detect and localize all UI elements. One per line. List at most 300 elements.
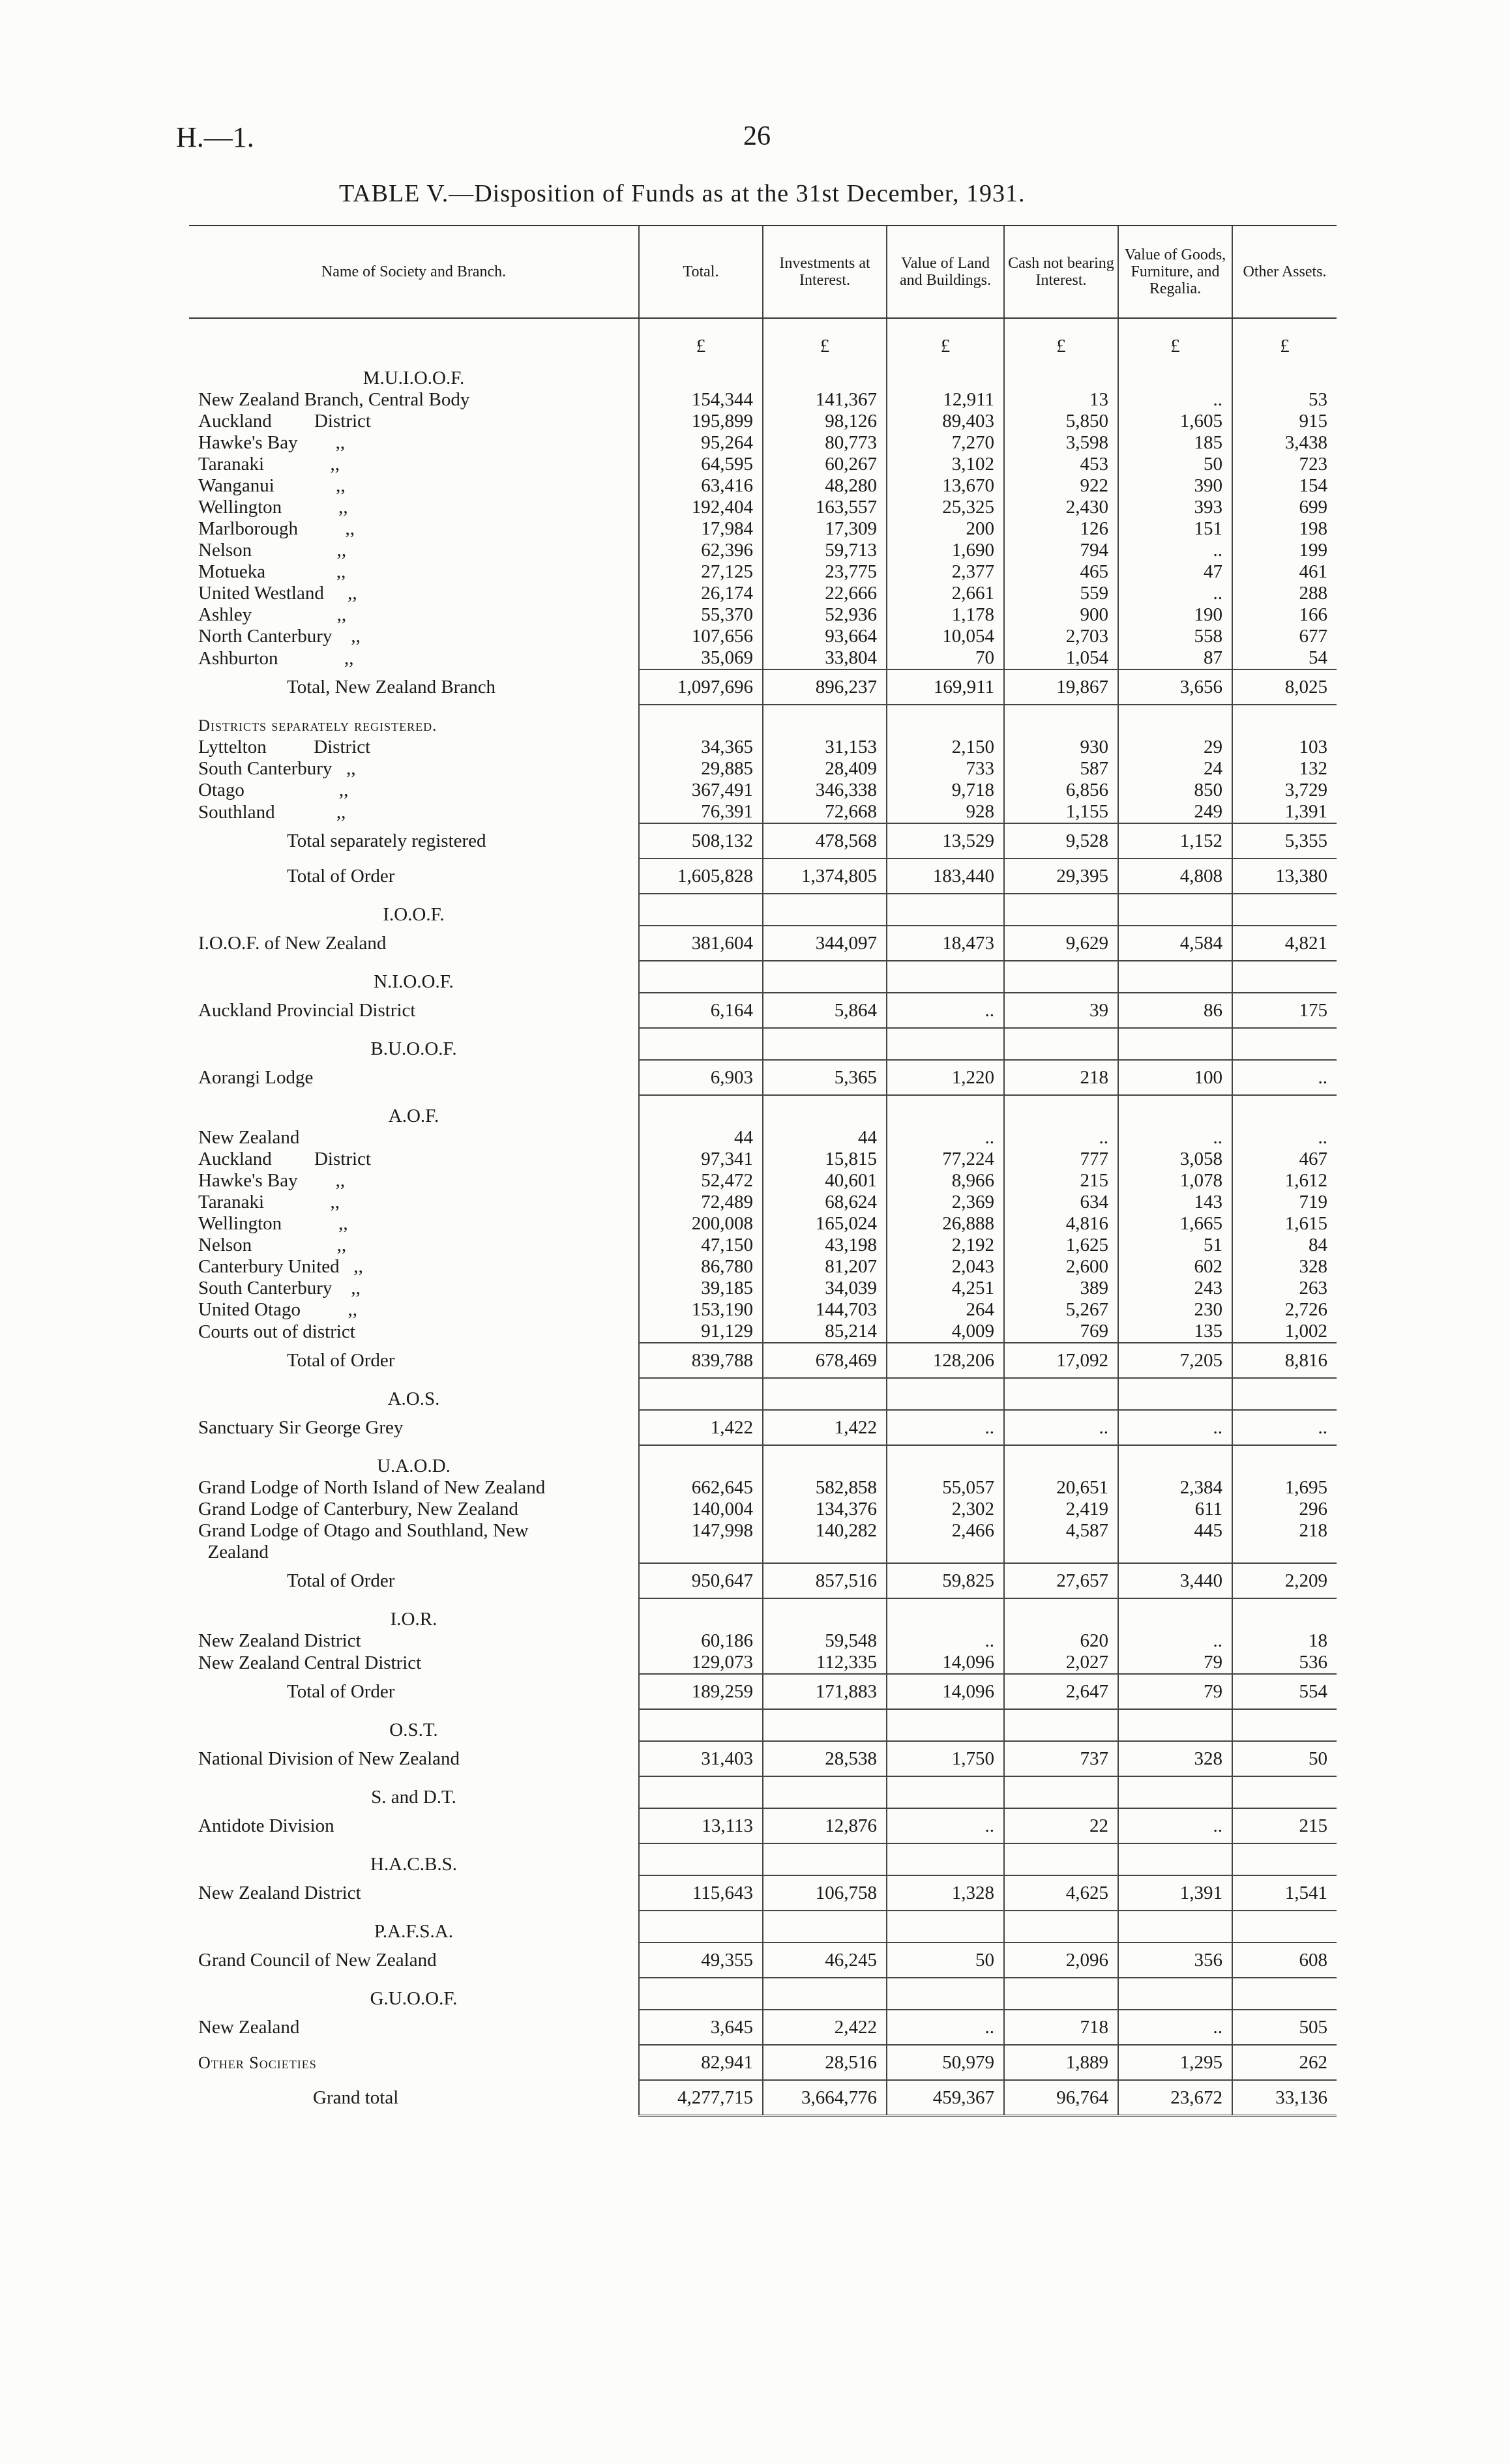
empty-cell [639,1598,763,1630]
empty-cell [1232,961,1337,993]
value-cell: 98,126 [763,411,887,432]
column-header-row [189,226,1337,318]
value-cell: 465 [1004,561,1118,583]
society-heading: H.A.C.B.S. [370,1854,457,1875]
value-cell: 4,584 [1118,926,1232,961]
value-cell: 14,096 [887,1674,1004,1709]
empty-cell [1004,1709,1118,1741]
value-cell: 12,876 [763,1808,887,1843]
value-cell: 677 [1232,626,1337,647]
branch-name: Total of Order [287,1570,395,1591]
unit-row [189,318,1337,357]
value-cell: 143 [1118,1192,1232,1213]
page-number: 26 [743,121,771,151]
value-cell: 107,656 [639,626,763,647]
society-heading: M.U.I.O.O.F. [363,368,465,389]
value-cell: 48,280 [763,475,887,497]
total-row [189,926,1337,961]
branch-name: National Division of New Zealand [198,1748,460,1769]
value-cell: 70 [887,647,1004,669]
value-cell: 154,344 [639,389,763,411]
value-cell: 79 [1118,1674,1232,1709]
value-cell: .. [1118,1808,1232,1843]
value-cell: 587 [1004,758,1118,780]
total-row [189,1410,1337,1445]
value-cell: 467 [1232,1149,1337,1170]
value-cell: 126 [1004,518,1118,540]
table-row [189,780,1337,801]
value-cell: 393 [1118,497,1232,518]
table-row [189,561,1337,583]
value-cell: 26,174 [639,583,763,604]
empty-cell [639,1378,763,1410]
branch-name: Marlborough ,, [198,518,355,539]
value-cell [763,1542,887,1563]
value-cell: 2,703 [1004,626,1118,647]
value-cell: 1,152 [1118,823,1232,858]
funds-table [189,225,1337,2117]
value-cell: 140,004 [639,1499,763,1520]
value-cell: 86 [1118,993,1232,1028]
value-cell: 13,113 [639,1808,763,1843]
value-cell: 1,374,805 [763,858,887,894]
value-cell: 79 [1118,1652,1232,1674]
value-cell: 144,703 [763,1299,887,1321]
value-cell: 13 [1004,389,1118,411]
value-cell: 23,775 [763,561,887,583]
value-cell: 1,422 [763,1410,887,1445]
total-row [189,669,1337,705]
empty-cell [1118,1445,1232,1477]
value-cell: 218 [1232,1520,1337,1542]
value-cell: 106,758 [763,1875,887,1911]
value-cell: 151 [1118,518,1232,540]
table-row [189,1499,1337,1520]
value-cell: 24 [1118,758,1232,780]
column-header-other-assets: Other Assets. [1232,226,1337,318]
branch-name: Taranaki ,, [198,1192,340,1212]
branch-name: Total of Order [287,1349,395,1371]
value-cell: 1,078 [1118,1170,1232,1192]
table-row [189,411,1337,432]
value-cell: 28,516 [763,2045,887,2080]
value-cell: 31,403 [639,1741,763,1776]
value-cell: 12,911 [887,389,1004,411]
value-cell: 51 [1118,1235,1232,1256]
empty-cell [1004,1978,1118,2010]
table-row [189,1542,1337,1563]
value-cell: 6,856 [1004,780,1118,801]
value-cell: .. [1118,1410,1232,1445]
table-row [189,1520,1337,1542]
value-cell: 140,282 [763,1520,887,1542]
total-row [189,1343,1337,1378]
society-heading-row [189,705,1337,737]
value-cell: .. [1232,1410,1337,1445]
empty-cell [1232,1709,1337,1741]
society-heading-row [189,1776,1337,1808]
value-cell: 46,245 [763,1943,887,1978]
society-heading: N.I.O.O.F. [374,971,454,992]
table-row [189,454,1337,475]
value-cell: 2,209 [1232,1563,1337,1598]
table-row [189,497,1337,518]
value-cell: 737 [1004,1741,1118,1776]
value-cell: 536 [1232,1652,1337,1674]
value-cell: 15,815 [763,1149,887,1170]
society-heading: U.A.O.D. [377,1456,451,1476]
value-cell: .. [1118,1630,1232,1652]
society-heading-row [189,1911,1337,1943]
value-cell [1118,1542,1232,1563]
unit-cell: £ [887,318,1004,357]
society-heading: Districts separately registered. [198,717,437,735]
empty-cell [887,1843,1004,1875]
society-heading-row [189,961,1337,993]
branch-name: Ashley ,, [198,604,347,625]
empty-cell [1004,357,1118,389]
unit-cell: £ [763,318,887,357]
value-cell: 602 [1118,1256,1232,1278]
empty-cell [887,1776,1004,1808]
value-cell: 44 [763,1127,887,1149]
branch-name: Wellington ,, [198,1213,348,1234]
value-cell: 634 [1004,1192,1118,1213]
value-cell: 153,190 [639,1299,763,1321]
society-heading: G.U.O.O.F. [370,1988,458,2009]
total-row [189,1741,1337,1776]
value-cell: 47,150 [639,1235,763,1256]
value-cell: 28,538 [763,1741,887,1776]
column-header-land-buildings: Value of Land and Buildings. [887,226,1004,318]
value-cell: 381,604 [639,926,763,961]
value-cell: 263 [1232,1278,1337,1299]
branch-name: Ashburton ,, [198,648,354,669]
value-cell: 27,125 [639,561,763,583]
society-heading: B.U.O.O.F. [370,1038,457,1059]
value-cell: 367,491 [639,780,763,801]
value-cell: 922 [1004,475,1118,497]
society-heading-row [189,1095,1337,1127]
table-row [189,1256,1337,1278]
value-cell: 554 [1232,1674,1337,1709]
empty-cell [1118,1843,1232,1875]
value-cell: 13,529 [887,823,1004,858]
value-cell: 33,804 [763,647,887,669]
value-cell: 1,002 [1232,1321,1337,1343]
unit-cell: £ [1118,318,1232,357]
value-cell: 25,325 [887,497,1004,518]
value-cell: 200 [887,518,1004,540]
empty-cell [763,357,887,389]
empty-cell [1004,961,1118,993]
value-cell: 3,440 [1118,1563,1232,1598]
value-cell: 1,220 [887,1060,1004,1095]
value-cell: 4,009 [887,1321,1004,1343]
branch-name: New Zealand Central District [198,1652,422,1673]
empty-cell [887,705,1004,737]
value-cell: 5,355 [1232,823,1337,858]
table-row [189,475,1337,497]
empty-cell [1118,961,1232,993]
value-cell: 40,601 [763,1170,887,1192]
value-cell: 64,595 [639,454,763,475]
empty-cell [1118,1978,1232,2010]
value-cell: 249 [1118,801,1232,823]
value-cell: 60,267 [763,454,887,475]
branch-name: Auckland District [198,1149,371,1169]
empty-cell [1004,1095,1118,1127]
value-cell: 3,729 [1232,780,1337,801]
empty-cell [1004,1776,1118,1808]
value-cell: 2,726 [1232,1299,1337,1321]
empty-cell [639,1978,763,2010]
empty-cell [1118,1095,1232,1127]
value-cell: 13,670 [887,475,1004,497]
value-cell: 95,264 [639,432,763,454]
value-cell: 1,750 [887,1741,1004,1776]
value-cell: 129,073 [639,1652,763,1674]
value-cell: 1,690 [887,540,1004,561]
value-cell: 18,473 [887,926,1004,961]
empty-cell [887,1911,1004,1943]
branch-name: Auckland District [198,411,371,432]
empty-cell [887,1095,1004,1127]
value-cell: 8,025 [1232,669,1337,705]
empty-cell [1232,1776,1337,1808]
branch-name: Zealand [198,1542,269,1562]
value-cell: .. [1232,1127,1337,1149]
value-cell: 2,027 [1004,1652,1118,1674]
branch-name: United Otago ,, [198,1299,358,1320]
value-cell: 171,883 [763,1674,887,1709]
value-cell: 2,419 [1004,1499,1118,1520]
empty-cell [763,1978,887,2010]
table-row [189,1235,1337,1256]
empty-cell [1004,894,1118,926]
value-cell: 2,369 [887,1192,1004,1213]
value-cell: 4,587 [1004,1520,1118,1542]
branch-name: Hawke's Bay ,, [198,432,346,453]
value-cell: 733 [887,758,1004,780]
value-cell: 1,391 [1232,801,1337,823]
value-cell: 115,643 [639,1875,763,1911]
value-cell: 34,039 [763,1278,887,1299]
branch-name: New Zealand District [198,1882,361,1903]
value-cell: 4,625 [1004,1875,1118,1911]
empty-cell [1118,1911,1232,1943]
empty-cell [639,1028,763,1060]
value-cell: 1,612 [1232,1170,1337,1192]
value-cell: 3,656 [1118,669,1232,705]
value-cell: 80,773 [763,432,887,454]
value-cell: 1,605,828 [639,858,763,894]
society-heading: O.S.T. [389,1720,438,1740]
empty-cell [1118,705,1232,737]
empty-cell [763,1776,887,1808]
value-cell: 141,367 [763,389,887,411]
value-cell: 97,341 [639,1149,763,1170]
empty-cell [763,1709,887,1741]
value-cell: 100 [1118,1060,1232,1095]
table-title: TABLE V.—Disposition of Funds as at the 31st December, 1931. [339,180,1026,207]
value-cell: 389 [1004,1278,1118,1299]
value-cell: 288 [1232,583,1337,604]
value-cell: 508,132 [639,823,763,858]
value-cell [639,1542,763,1563]
total-row [189,858,1337,894]
value-cell: 43,198 [763,1235,887,1256]
value-cell: 13,380 [1232,858,1337,894]
value-cell: 3,664,776 [763,2080,887,2116]
total-row [189,823,1337,858]
value-cell [1232,1542,1337,1563]
value-cell: 96,764 [1004,2080,1118,2116]
value-cell: 22 [1004,1808,1118,1843]
table-row [189,1170,1337,1192]
value-cell: 2,647 [1004,1674,1118,1709]
society-heading-row [189,1378,1337,1410]
value-cell: .. [887,1808,1004,1843]
table-row [189,1652,1337,1674]
value-cell: 50 [1232,1741,1337,1776]
value-cell: 9,528 [1004,823,1118,858]
value-cell: 183,440 [887,858,1004,894]
empty-cell [639,357,763,389]
value-cell: 63,416 [639,475,763,497]
total-row [189,1674,1337,1709]
branch-name: Hawke's Bay ,, [198,1170,346,1191]
value-cell: .. [887,2010,1004,2045]
empty-cell [1232,894,1337,926]
empty-cell [763,1378,887,1410]
value-cell: 6,903 [639,1060,763,1095]
value-cell: 699 [1232,497,1337,518]
branch-name: Motueka ,, [198,561,346,582]
value-cell: 678,469 [763,1343,887,1378]
value-cell: 243 [1118,1278,1232,1299]
value-cell: 1,889 [1004,2045,1118,2080]
empty-cell [763,1028,887,1060]
value-cell: 2,466 [887,1520,1004,1542]
total-row [189,2045,1337,2080]
empty-cell [1232,705,1337,737]
table-row [189,1149,1337,1170]
society-heading: A.O.F. [388,1106,439,1126]
empty-cell [1118,1598,1232,1630]
value-cell: 91,129 [639,1321,763,1343]
total-row [189,993,1337,1028]
value-cell: 53 [1232,389,1337,411]
value-cell: 2,192 [887,1235,1004,1256]
total-row [189,1060,1337,1095]
value-cell: 199 [1232,540,1337,561]
value-cell: 35,069 [639,647,763,669]
value-cell: 718 [1004,2010,1118,2045]
value-cell [887,1542,1004,1563]
branch-name: Nelson ,, [198,1235,347,1255]
value-cell: 4,277,715 [639,2080,763,2116]
empty-cell [763,1843,887,1875]
value-cell: 3,102 [887,454,1004,475]
table-row [189,1299,1337,1321]
value-cell: 215 [1232,1808,1337,1843]
total-row [189,1943,1337,1978]
value-cell: 31,153 [763,737,887,758]
value-cell: 218 [1004,1060,1118,1095]
value-cell: .. [1118,2010,1232,2045]
value-cell: 14,096 [887,1652,1004,1674]
empty-cell [1232,1445,1337,1477]
empty-cell [763,1445,887,1477]
branch-name: Lyttelton District [198,737,371,757]
value-cell: 794 [1004,540,1118,561]
table-row [189,389,1337,411]
society-heading-row [189,1598,1337,1630]
empty-cell [1004,1378,1118,1410]
empty-cell [1232,1378,1337,1410]
table-row [189,518,1337,540]
value-cell: 505 [1232,2010,1337,2045]
branch-name: Total of Order [287,865,395,887]
branch-name: Total, New Zealand Branch [287,676,496,697]
value-cell: 39,185 [639,1278,763,1299]
value-cell: 459,367 [887,2080,1004,2116]
society-heading: P.A.F.S.A. [374,1921,453,1942]
value-cell: 5,864 [763,993,887,1028]
table-row [189,737,1337,758]
value-cell: 611 [1118,1499,1232,1520]
value-cell: 185 [1118,432,1232,454]
society-heading: S. and D.T. [371,1787,456,1808]
table-row [189,758,1337,780]
empty-cell [1118,1709,1232,1741]
value-cell: 3,598 [1004,432,1118,454]
value-cell: 850 [1118,780,1232,801]
unit-cell: £ [1004,318,1118,357]
society-heading-row [189,1028,1337,1060]
branch-name: New Zealand [198,2016,300,2038]
value-cell: 17,984 [639,518,763,540]
value-cell: 44 [639,1127,763,1149]
empty-cell [887,1378,1004,1410]
empty-cell [763,705,887,737]
value-cell: 9,629 [1004,926,1118,961]
value-cell: 132 [1232,758,1337,780]
empty-cell [639,961,763,993]
table-row [189,1213,1337,1235]
value-cell: 1,295 [1118,2045,1232,2080]
value-cell: 5,267 [1004,1299,1118,1321]
empty-cell [887,894,1004,926]
empty-cell [639,1095,763,1127]
branch-name: I.O.O.F. of New Zealand [198,932,387,954]
table-row [189,1630,1337,1652]
branch-name: Grand Lodge of Canterbury, New Zealand [198,1499,518,1519]
value-cell: 128,206 [887,1343,1004,1378]
value-cell: 59,548 [763,1630,887,1652]
value-cell: 68,624 [763,1192,887,1213]
value-cell: 147,998 [639,1520,763,1542]
empty-cell [763,961,887,993]
empty-cell [887,1978,1004,2010]
branch-name: Total of Order [287,1680,395,1702]
total-row [189,1875,1337,1911]
branch-name: Courts out of district [198,1321,355,1342]
value-cell: 1,605 [1118,411,1232,432]
value-cell: 1,097,696 [639,669,763,705]
total-row [189,2080,1337,2116]
